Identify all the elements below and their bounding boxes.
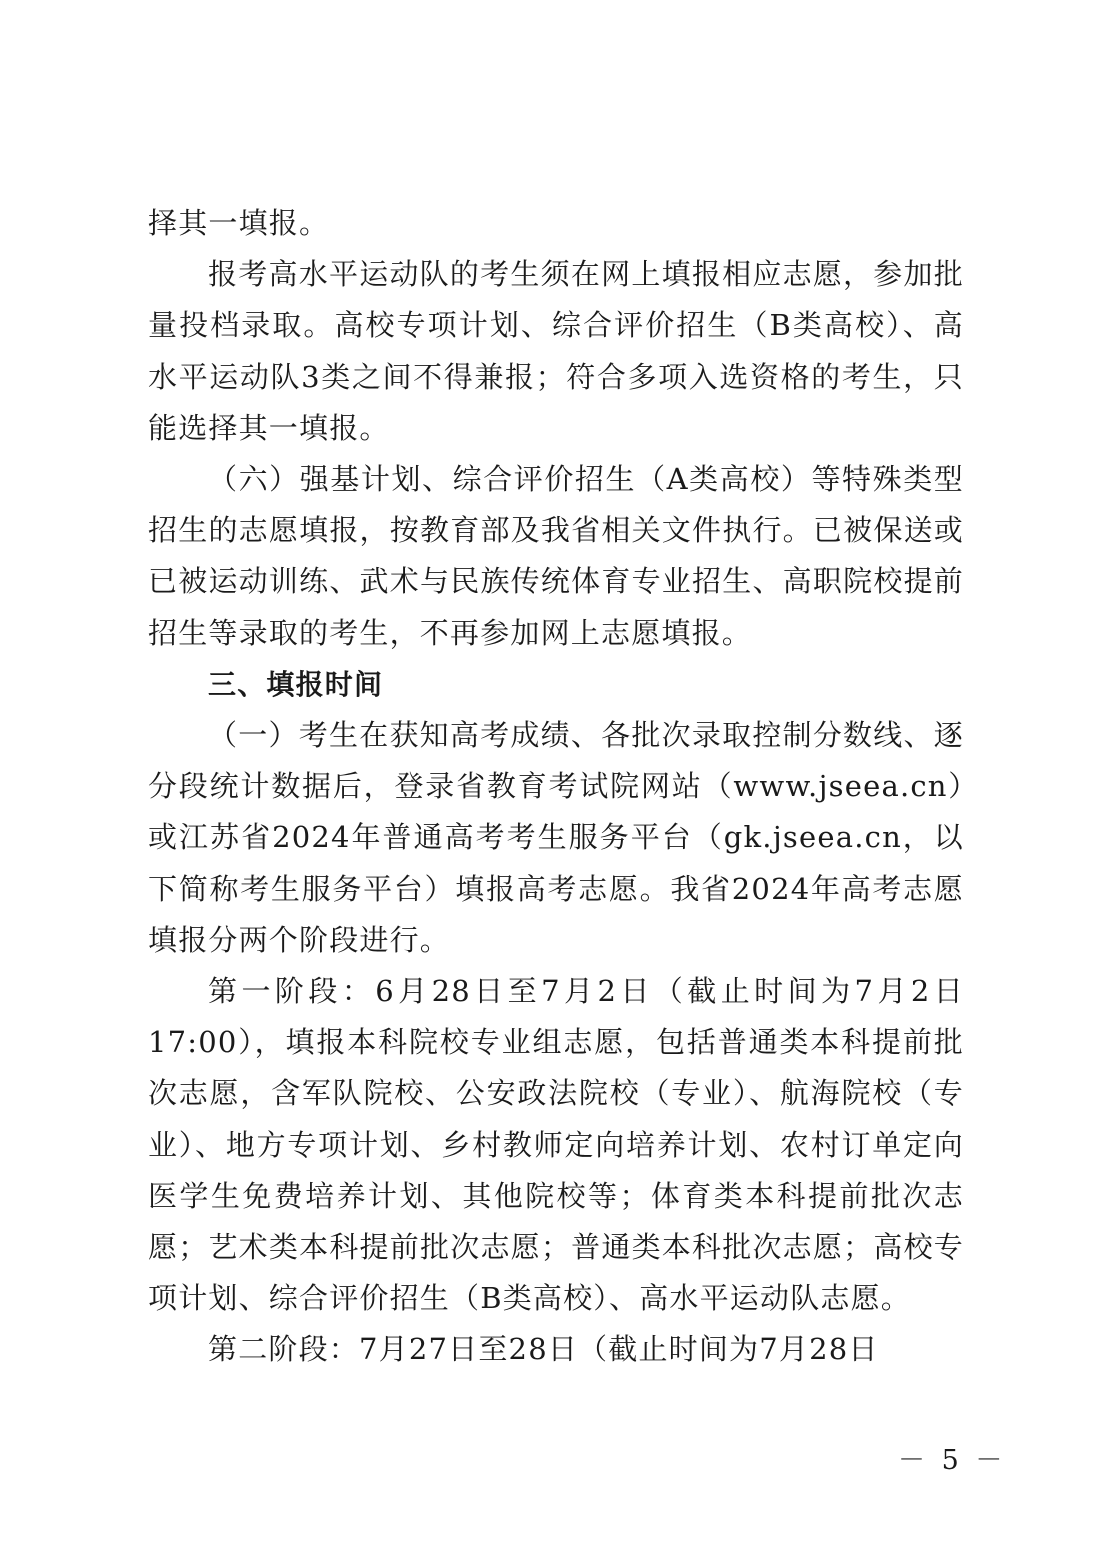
paragraph-high-level-sports-team: 报考高水平运动队的考生须在网上填报相应志愿，参加批量投档录取。高校专项计划、综合评价招生（B类高校）、高水平运动队3类之间不得兼报；符合多项入选资格的考生，只能选择其一填报。: [148, 257, 964, 445]
paragraph-filling-procedure: （一）考生在获知高考成绩、各批次录取控制分数线、逐分段统计数据后，登录省教育考试院网站（www.jseea.cn）或江苏省2024年普通高考考生服务平台（gk.jseea.cn，以下简称考生服务平台）填报高考志愿。我省2024年高考志愿填报分两个阶段进行。: [148, 718, 964, 957]
paragraph-special-enrollment: （六）强基计划、综合评价招生（A类高校）等特殊类型招生的志愿填报，按教育部及我省相关文件执行。已被保送或已被运动训练、武术与民族传统体育专业招生、高职院校提前招生等录取的考生，不再参加网上志愿填报。: [148, 462, 964, 650]
paragraph-stage-one: 第一阶段：6月28日至7月2日（截止时间为7月2日17:00），填报本科院校专业组志愿，包括普通类本科提前批次志愿，含军队院校、公安政法院校（专业）、航海院校（专业）、地方专项计划、乡村教师定向培养计划、农村订单定向医学生免费培养计划、其他院校等；体育类本科提前批次志愿；艺术类本科提前批次志愿；普通类本科批次志愿；高校专项计划、综合评价招生（B类高校）、高水平运动队志愿。: [148, 974, 964, 1316]
section-heading-filling-time: 三、填报时间: [208, 667, 384, 701]
document-body: [148, 198, 964, 1376]
page-number: － 5 －: [898, 1445, 1007, 1476]
paragraph-stage-two: 第二阶段：7月27日至28日（截止时间为7月28日: [208, 1332, 879, 1367]
paragraph-continuation: 择其一填报。: [148, 206, 330, 240]
